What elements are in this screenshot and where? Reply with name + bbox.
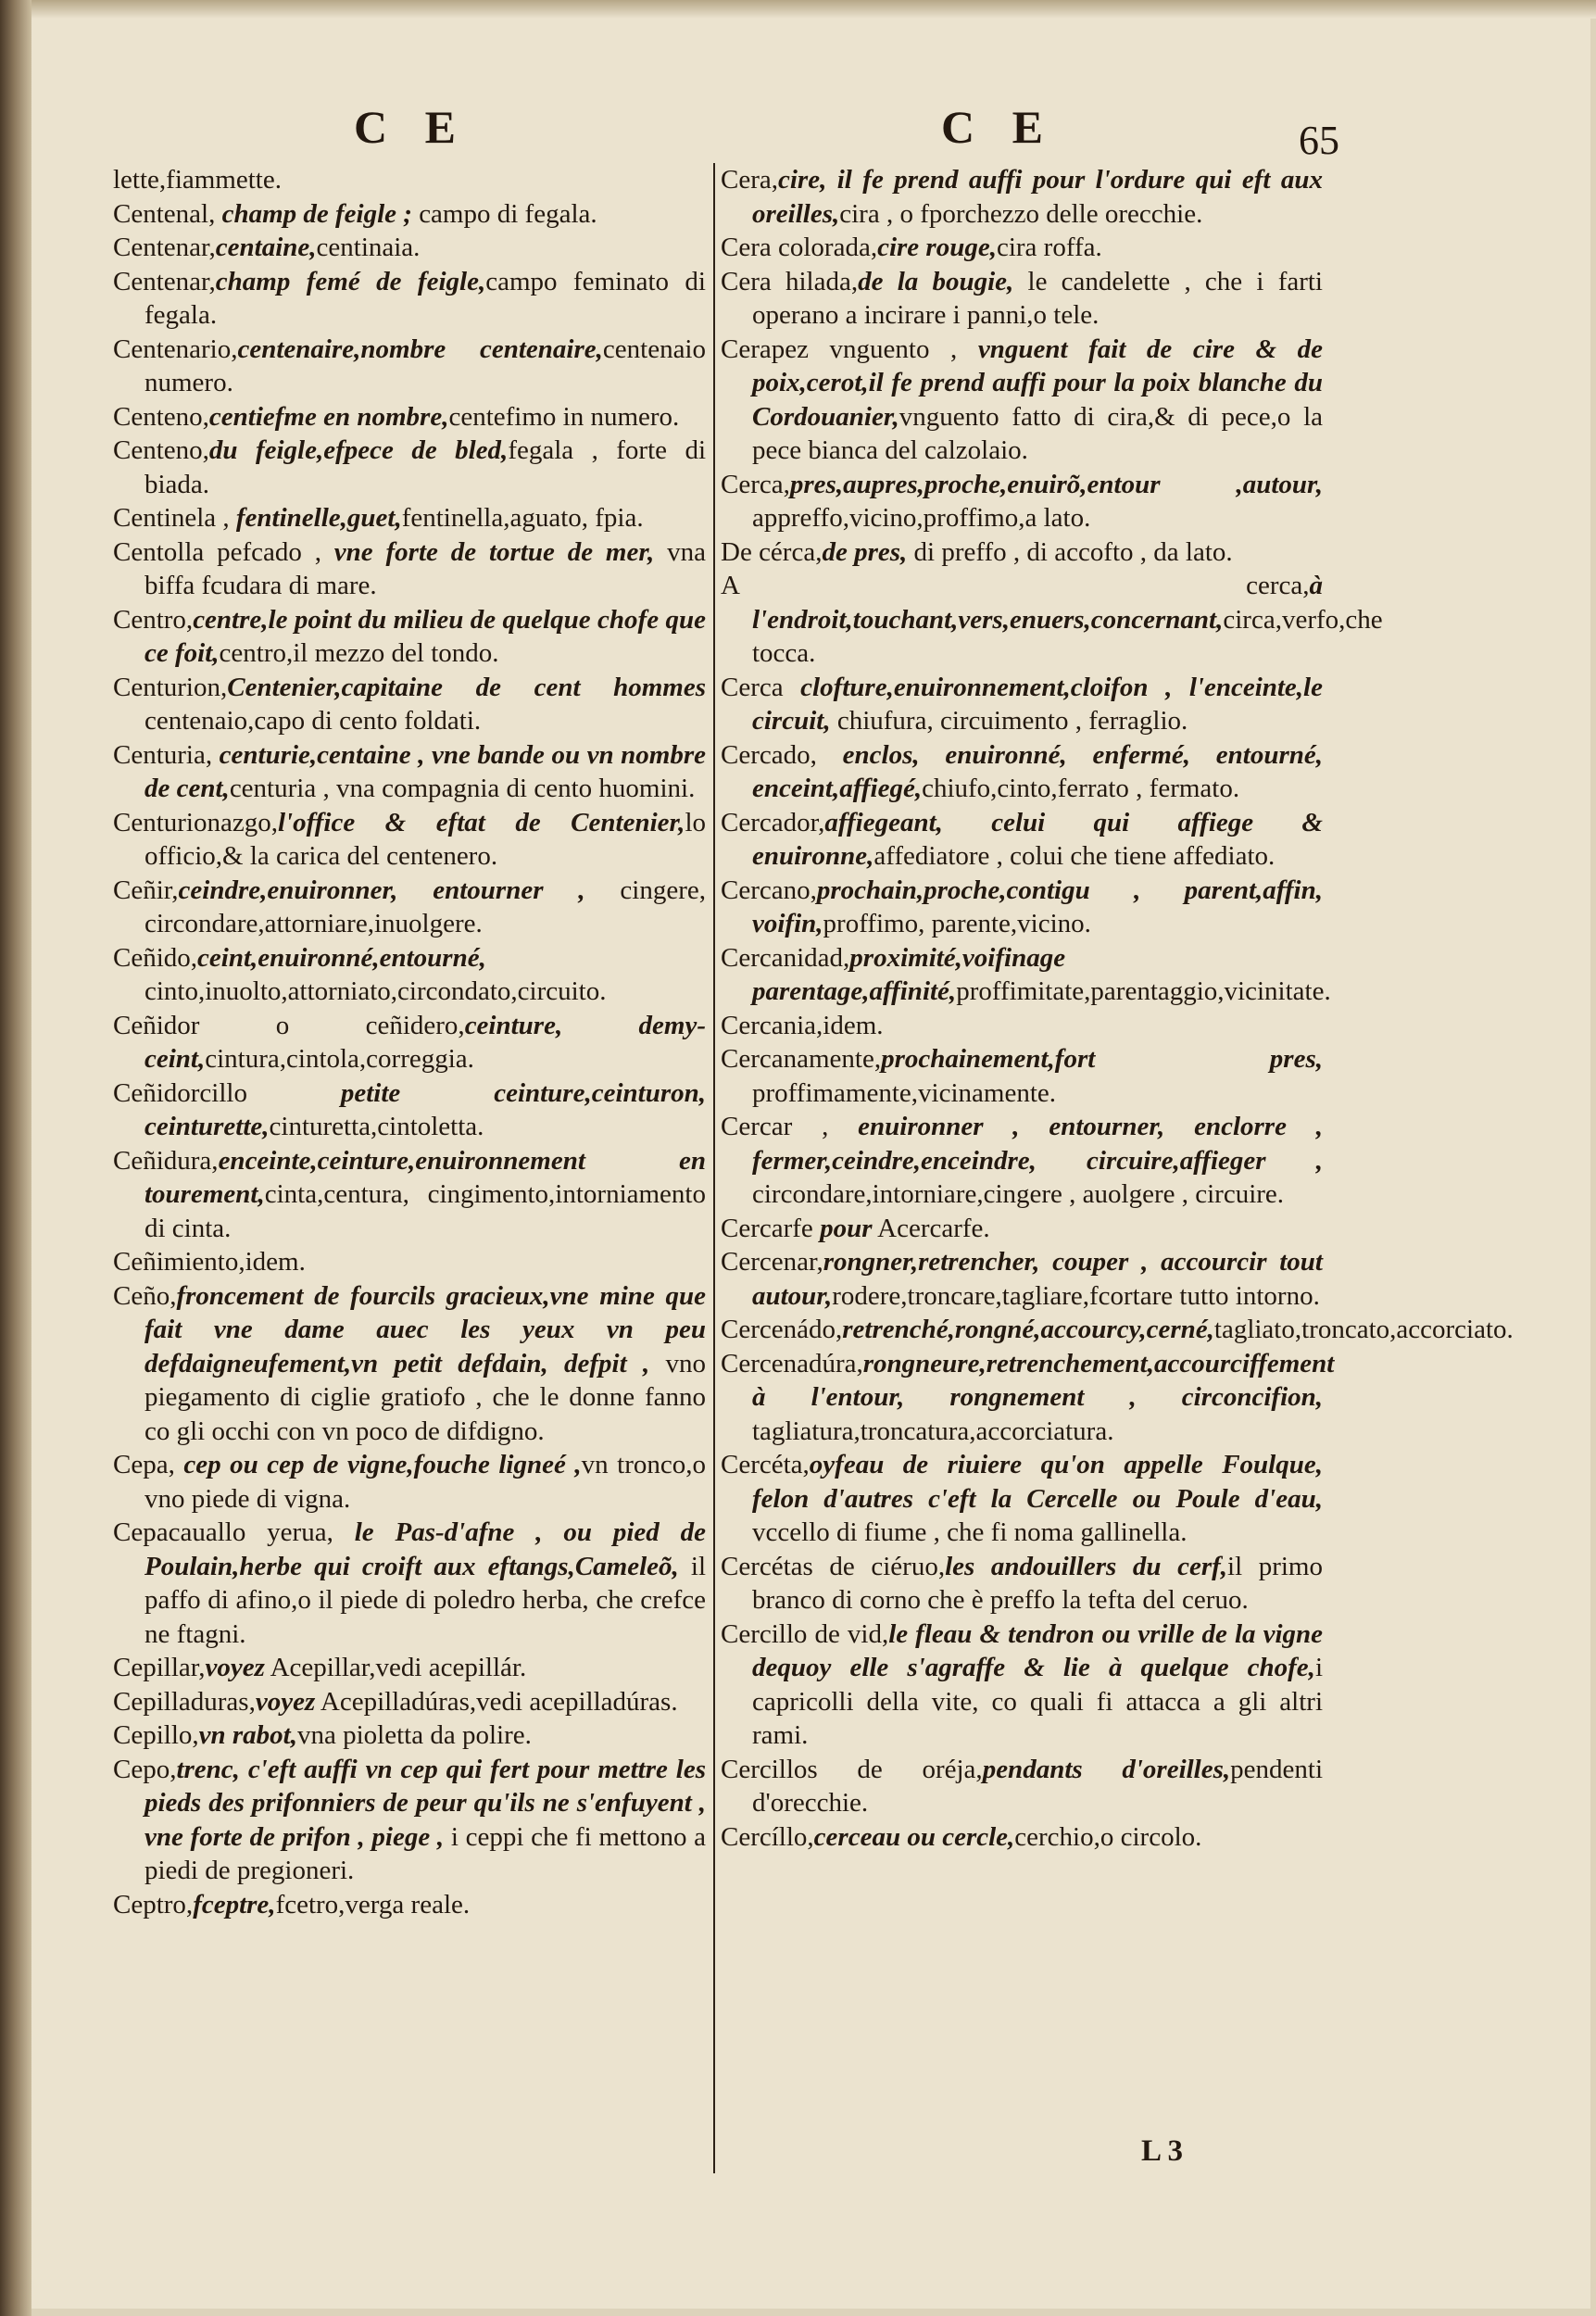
- entry-headword: Cerapez vnguento ,: [721, 334, 958, 364]
- dictionary-entry: [721, 333, 1323, 468]
- entry-italian-gloss: vnguento fatto di cira,& di pece,o la pece bianca del calzolaio.: [752, 401, 1323, 465]
- entry-headword: Centenal,: [113, 198, 216, 229]
- entry-french-gloss: enceinte,ceinture,enuironnement en tourement,: [145, 1145, 706, 1209]
- dictionary-entry: [113, 941, 706, 1009]
- entry-french-gloss: les andouillers du cerf,: [945, 1551, 1228, 1581]
- entry-french-gloss: oyfeau de riuiere qu'on appelle Foulque, felon d'autres c'eft la Cercelle ou Poule d'eau,: [752, 1450, 1323, 1514]
- dictionary-entry: [721, 1753, 1323, 1820]
- dictionary-entry: [113, 1685, 706, 1719]
- dictionary-entry: [113, 1245, 706, 1279]
- entry-italian-gloss: rodere,troncare,tagliare,fcortare tutto intorno.: [832, 1280, 1320, 1311]
- entry-headword: Cerca,: [721, 469, 790, 499]
- entry-italian-gloss: lo officio,& la carica del centenero.: [145, 807, 706, 871]
- entry-italian-gloss: affediatore , colui che tiene affediato.: [873, 841, 1276, 871]
- entry-italian-gloss: circa,verfo,che tocca.: [752, 604, 1383, 668]
- dictionary-entry: [721, 265, 1323, 333]
- entry-french-gloss: pour: [812, 1213, 873, 1243]
- entry-headword: Cepilladuras,: [113, 1686, 256, 1717]
- dictionary-entry: [113, 1753, 706, 1888]
- entry-headword: De cérca,: [721, 536, 823, 567]
- entry-headword: Ceñidura,: [113, 1145, 219, 1176]
- dictionary-entry: [113, 231, 706, 265]
- dictionary-entry: [113, 1888, 706, 1922]
- entry-italian-gloss: tagliatura,troncatura,accorciatura.: [752, 1416, 1114, 1446]
- entry-italian-gloss: cerchio,o circolo.: [1014, 1821, 1202, 1852]
- entry-headword: Ceñimiento,: [113, 1247, 245, 1277]
- entry-headword: Cercenádo,: [721, 1315, 843, 1344]
- entry-italian-gloss: centinaia.: [316, 233, 421, 262]
- entry-italian-gloss: proffimitate,parentaggio,vicinitate.: [956, 976, 1331, 1006]
- binding-edge: [0, 0, 31, 2316]
- entry-headword: Cercanidad,: [721, 942, 850, 973]
- entry-headword: Centinela ,: [113, 503, 230, 533]
- entry-french-gloss: cerceau ou cercle,: [813, 1821, 1015, 1852]
- entry-french-gloss: ceinture, demy-ceint,: [145, 1010, 706, 1074]
- entry-headword: Cercéta,: [721, 1450, 810, 1479]
- entry-headword: A cerca,: [721, 571, 1310, 600]
- entry-italian-gloss: vna biffa fcudara di mare.: [145, 536, 706, 600]
- dictionary-entry: [721, 1110, 1323, 1212]
- dictionary-entry: [721, 1448, 1323, 1550]
- entry-french-gloss: l'office & eftat de Centenier,: [277, 807, 685, 837]
- entry-italian-gloss: idem.: [245, 1247, 306, 1277]
- entry-italian-gloss: circondare,intorniare,cingere , auolgere , circuire.: [752, 1179, 1285, 1209]
- entry-headword: Ceño,: [113, 1280, 177, 1311]
- entry-headword: Cercanamente,: [721, 1044, 882, 1074]
- entry-french-gloss: centaine,: [215, 233, 317, 262]
- page-number: 65: [1299, 118, 1339, 163]
- dictionary-entry: [721, 231, 1323, 265]
- entry-italian-gloss: cira roffa.: [996, 233, 1102, 262]
- entry-french-gloss: fceptre,: [193, 1889, 276, 1920]
- entry-french-gloss: rongneure,retrenchement,accourciffement à l'entour, rongnement , circoncifion,: [752, 1348, 1335, 1412]
- entry-headword: Cercétas de ciéruo,: [721, 1551, 946, 1581]
- dictionary-entry: [721, 671, 1323, 738]
- entry-french-gloss: à l'endroit,touchant,vers,enuers,concernant,: [752, 571, 1323, 635]
- entry-french-gloss: le fleau & tendron ou vrille de la vigne dequoy elle s'agraffe & lie à quelque chofe,: [752, 1618, 1323, 1682]
- entry-italian-gloss: vno piegamento di ciglie gratiofo , che le donne fanno co gli occhi con vn poco de difdigno.: [145, 1348, 706, 1446]
- dictionary-entry: [721, 1313, 1514, 1347]
- dictionary-entry: [113, 671, 706, 738]
- entry-text: lette,fiammette.: [113, 165, 282, 195]
- entry-italian-gloss: cira , o fporchezzo delle orecchie.: [839, 198, 1203, 229]
- entry-french-gloss: centenaire,nombre centenaire,: [237, 334, 603, 364]
- entry-french-gloss: centiefme en nombre,: [208, 401, 449, 432]
- dictionary-entry: [721, 1347, 1335, 1449]
- entry-headword: Ceñidorcillo: [113, 1077, 247, 1108]
- dictionary-entry: [113, 738, 706, 806]
- entry-headword: Cercillos de oréja,: [721, 1754, 983, 1784]
- dictionary-entry: [721, 806, 1323, 874]
- entry-italian-gloss: centro,il mezzo del tondo.: [219, 638, 499, 668]
- entry-french-gloss: centurie,centaine , vne bande ou vn nombre de cent,: [145, 739, 706, 803]
- entry-headword: Centuria,: [113, 739, 213, 770]
- entry-headword: Cercíllo,: [721, 1821, 814, 1852]
- entry-french-gloss: ceint,enuironné,entourné,: [197, 942, 486, 973]
- dictionary-entry: [113, 265, 706, 333]
- entry-french-gloss: prochainement,fort pres,: [881, 1044, 1323, 1074]
- entry-italian-gloss: Acepilladúras,vedi acepilladúras.: [315, 1686, 678, 1717]
- dictionary-entry: [113, 197, 706, 232]
- entry-italian-gloss: i capricolli della vite, co quali fi attacca a gli altri rami.: [752, 1653, 1323, 1750]
- entry-headword: Centurionazgo,: [113, 807, 278, 837]
- page-top-edge: [0, 0, 1596, 19]
- dictionary-entry: [721, 738, 1323, 806]
- dictionary-entry: [113, 501, 706, 535]
- dictionary-entry: [113, 333, 706, 400]
- dictionary-entry: [113, 1718, 706, 1753]
- entry-italian-gloss: Acercarfe.: [872, 1213, 990, 1243]
- entry-headword: Cercillo de vid,: [721, 1618, 889, 1649]
- entry-italian-gloss: cingere, circondare,attorniare,inuolgere.: [145, 875, 706, 938]
- entry-french-gloss: vnguent fait de cire & de poix,cerot,il fe prend auffi pour la poix blanche du Cordouanier,: [752, 334, 1324, 432]
- entry-italian-gloss: campo feminato di fegala.: [145, 266, 706, 330]
- entry-italian-gloss: di preffo , di accofto , da lato.: [907, 536, 1233, 567]
- entry-italian-gloss: centenaio numero.: [145, 334, 706, 397]
- entry-headword: Cepillar,: [113, 1653, 206, 1682]
- dictionary-entry: [113, 806, 706, 874]
- left-column: [113, 163, 706, 1921]
- entry-headword: Centenar,: [113, 266, 216, 296]
- dictionary-entry: [721, 1550, 1323, 1617]
- entry-italian-gloss: fcetro,verga reale.: [275, 1889, 471, 1920]
- entry-headword: Cerca: [721, 672, 784, 702]
- entry-french-gloss: voyez: [205, 1653, 265, 1682]
- entry-headword: Ceñidor o ceñidero,: [113, 1010, 465, 1040]
- entry-french-gloss: fentinelle,guet,: [229, 503, 402, 533]
- entry-headword: Cera,: [721, 165, 778, 195]
- entry-headword: Cercador,: [721, 807, 825, 837]
- entry-italian-gloss: appreffo,vicino,proffimo,a lato.: [752, 503, 1091, 533]
- entry-french-gloss: prochain,proche,contigu , parent,affin, voifin,: [752, 875, 1323, 938]
- dictionary-entry: [721, 941, 1331, 1009]
- entry-french-gloss: champ de feigle ;: [215, 198, 412, 229]
- entry-italian-gloss: vccello di fiume , che fi noma gallinella.: [752, 1517, 1188, 1547]
- entry-french-gloss: pres,aupres,proche,enuirõ,entour ,autour,: [789, 469, 1323, 499]
- entry-french-gloss: cire, il fe prend auffi pour l'ordure qui eft aux oreilles,: [752, 165, 1323, 229]
- entry-italian-gloss: idem.: [823, 1010, 884, 1040]
- dictionary-entry: [113, 874, 706, 941]
- dictionary-entry: [113, 1144, 706, 1246]
- entry-headword: Cercano,: [721, 875, 817, 905]
- entry-italian-gloss: il primo branco di corno che è preffo la tefta del ceruo.: [752, 1551, 1323, 1615]
- entry-french-gloss: Centenier,capitaine de cent hommes: [227, 672, 706, 702]
- entry-italian-gloss: le candelette , che i farti operano a incirare i panni,o tele.: [752, 266, 1323, 330]
- running-head-left: C E: [354, 101, 469, 153]
- entry-italian-gloss: il paffo di afino,o il piede di poledro herba, che crefce ne ftagni.: [145, 1551, 706, 1649]
- dictionary-entry: [113, 163, 706, 197]
- dictionary-entry: [113, 1651, 706, 1685]
- dictionary-entry: [721, 1820, 1323, 1855]
- entry-headword: Cercenadúra,: [721, 1348, 863, 1378]
- entry-french-gloss: centre,le point du milieu de quelque chofe que ce foit,: [145, 604, 706, 668]
- entry-italian-gloss: chiufura, circuimento , ferraglio.: [830, 706, 1188, 736]
- dictionary-entry: [721, 163, 1323, 231]
- entry-french-gloss: de la bougie,: [858, 266, 1014, 296]
- running-head-right: C E: [941, 101, 1056, 153]
- entry-french-gloss: cire rouge,: [877, 233, 997, 262]
- entry-italian-gloss: cinta,centura, cingimento,intorniamento di cinta.: [145, 1179, 706, 1243]
- entry-french-gloss: cep ou cep de vigne,fouche ligneé ,: [174, 1450, 582, 1479]
- dictionary-entry: [721, 569, 1383, 671]
- dictionary-entry: [113, 1009, 706, 1076]
- entry-french-gloss: froncement de fourcils gracieux,vne mine que fait vne dame auec les yeux vn peu defdaigneufement,vn petit defdain, defpit ,: [145, 1280, 706, 1378]
- entry-french-gloss: le Pas-d'afne , ou pied de Poulain,herbe qui croift aux eftangs,Cameleõ,: [145, 1517, 707, 1581]
- entry-italian-gloss: i ceppi che fi mettono a piedi de pregioneri.: [145, 1821, 706, 1885]
- dictionary-entry: [721, 874, 1323, 941]
- entry-headword: Cepo,: [113, 1754, 177, 1784]
- entry-headword: Cera hilada,: [721, 266, 859, 296]
- entry-french-gloss: enclos, enuironné, enfermé, entourné, enceint,affiegé,: [752, 739, 1323, 803]
- dictionary-entry: [721, 1042, 1323, 1110]
- entry-french-gloss: clofture,enuironnement,cloifon , l'enceinte,le circuit,: [752, 672, 1323, 736]
- entry-headword: Cepillo,: [113, 1720, 199, 1750]
- dictionary-entry: [113, 434, 706, 501]
- entry-italian-gloss: pendenti d'orecchie.: [752, 1754, 1324, 1818]
- entry-italian-gloss: campo di fegala.: [411, 198, 597, 229]
- entry-headword: Cepacauallo yerua,: [113, 1517, 333, 1547]
- column-rule: [713, 163, 715, 2173]
- entry-italian-gloss: centefimo in numero.: [448, 401, 680, 432]
- entry-italian-gloss: proffimo, parente,vicino.: [823, 909, 1091, 938]
- entry-french-gloss: champ femé de feigle,: [215, 266, 486, 296]
- entry-italian-gloss: cintura,cintola,correggia.: [205, 1044, 474, 1074]
- dictionary-entry: [721, 468, 1323, 535]
- dictionary-entry: [113, 400, 706, 434]
- dictionary-entry: [721, 1245, 1323, 1313]
- entry-headword: Cercado,: [721, 739, 817, 770]
- dictionary-entry: [721, 1617, 1323, 1753]
- entry-french-gloss: trenc, c'eft auffi vn cep qui fert pour mettre les pieds des prifonniers de peur qu'ils ne s'enfuyent , vne forte de prifon , piege ,: [145, 1754, 706, 1852]
- dictionary-entry: [721, 1009, 1323, 1043]
- entry-italian-gloss: vn tronco,o vno piede di vigna.: [145, 1450, 706, 1514]
- entry-french-gloss: proximité,voifinage parentage,affinité,: [752, 942, 1066, 1006]
- dictionary-entry: [113, 535, 706, 603]
- dictionary-entry: [113, 1448, 706, 1516]
- entry-headword: Centenar,: [113, 233, 216, 262]
- right-column: [721, 163, 1514, 1854]
- entry-italian-gloss: fegala , forte di biada.: [145, 435, 706, 499]
- entry-french-gloss: voyez: [255, 1686, 316, 1717]
- entry-french-gloss: retrenché,rongné,accourcy,cerné,: [842, 1315, 1214, 1344]
- entry-italian-gloss: fentinella,aguato, fpia.: [401, 503, 644, 533]
- entry-french-gloss: vn rabot,: [198, 1720, 297, 1750]
- entry-italian-gloss: proffimamente,vicinamente.: [752, 1077, 1057, 1108]
- entry-italian-gloss: tagliato,troncato,accorciato.: [1213, 1315, 1514, 1344]
- entry-french-gloss: rongner,retrencher, couper , accourcir tout autour,: [752, 1247, 1323, 1311]
- entry-headword: Ceñir,: [113, 875, 179, 905]
- entry-french-gloss: affiegeant, celui qui affiege & enuironne,: [752, 807, 1323, 871]
- entry-italian-gloss: chiufo,cinto,ferrato , fermato.: [922, 774, 1240, 803]
- entry-french-gloss: du feigle,efpece de bled,: [208, 435, 509, 465]
- dictionary-entry: [113, 1076, 706, 1144]
- entry-italian-gloss: vna pioletta da polire.: [296, 1720, 532, 1750]
- entry-italian-gloss: Acepillar,vedi acepillár.: [264, 1653, 527, 1682]
- entry-headword: Cera colorada,: [721, 233, 878, 262]
- dictionary-entry: [113, 1516, 706, 1651]
- entry-headword: Cercarfe: [721, 1213, 813, 1243]
- entry-headword: Cepa,: [113, 1450, 175, 1479]
- entry-french-gloss: ceindre,enuironner, entourner ,: [178, 875, 585, 905]
- entry-headword: Cercania,: [721, 1010, 823, 1040]
- entry-french-gloss: vne forte de tortue de mer,: [320, 536, 655, 567]
- entry-headword: Centeno,: [113, 435, 209, 465]
- entry-italian-gloss: cinturetta,cintoletta.: [269, 1112, 484, 1141]
- dictionary-entry: [721, 535, 1323, 570]
- entry-headword: Cercenar,: [721, 1247, 823, 1277]
- entry-italian-gloss: cinto,inuolto,attorniato,circondato,circuito.: [145, 976, 607, 1006]
- dictionary-entry: [113, 603, 706, 671]
- entry-headword: Centro,: [113, 604, 194, 635]
- dictionary-entry: [113, 1279, 706, 1449]
- entry-headword: Centeno,: [113, 401, 209, 432]
- entry-french-gloss: petite ceinture,ceinturon, ceinturette,: [145, 1077, 706, 1141]
- entry-headword: Centolla pefcado ,: [113, 536, 321, 567]
- entry-headword: Ceñido,: [113, 942, 198, 973]
- entry-french-gloss: enuironner , entourner, enclorre , fermer,ceindre,enceindre, circuire,affieger ,: [752, 1112, 1323, 1176]
- signature-mark: L 3: [1141, 2134, 1183, 2168]
- entry-italian-gloss: centuria , vna compagnia di cento huomini.: [229, 774, 696, 803]
- entry-headword: Cercar ,: [721, 1112, 829, 1141]
- entry-french-gloss: de pres,: [822, 536, 908, 567]
- entry-french-gloss: pendants d'oreilles,: [982, 1754, 1231, 1784]
- dictionary-entry: [721, 1212, 1323, 1246]
- entry-headword: Centenario,: [113, 334, 238, 364]
- entry-headword: Ceptro,: [113, 1889, 194, 1920]
- entry-italian-gloss: centenaio,capo di cento foldati.: [145, 706, 482, 736]
- entry-headword: Centurion,: [113, 672, 228, 702]
